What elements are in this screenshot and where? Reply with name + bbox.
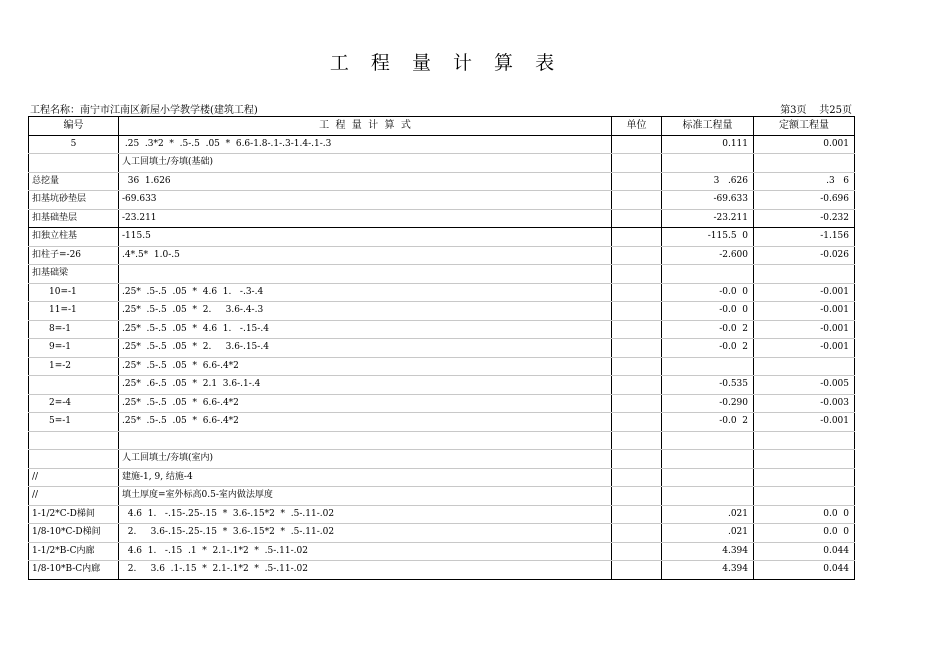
row-id: 2=-4	[29, 394, 119, 413]
row-std-quantity: 0.111	[662, 135, 754, 154]
table-row	[29, 450, 855, 469]
row-formula: 人工回填土/夯填(室内)	[119, 450, 612, 469]
row-id: 11=-1	[29, 302, 119, 321]
row-id	[29, 154, 119, 173]
row-formula: 2. 3.6-.15-.25-.15 * 3.6-.15*2 * .5-.11-.02	[119, 524, 612, 543]
row-std-quantity: -0.0 0	[662, 283, 754, 302]
header-std-quantity: 标准工程量	[662, 117, 754, 136]
row-quota-quantity: -0.005	[754, 376, 855, 395]
row-formula: 填土厚度=室外标高0.5-室内做法厚度	[119, 487, 612, 506]
row-std-quantity: -0.0 0	[662, 302, 754, 321]
row-std-quantity	[662, 357, 754, 376]
table-row	[29, 487, 855, 506]
row-unit	[612, 487, 662, 506]
row-unit	[612, 450, 662, 469]
row-quota-quantity: -0.001	[754, 339, 855, 358]
row-quota-quantity: -0.696	[754, 191, 855, 210]
row-unit	[612, 191, 662, 210]
row-id: 扣基础梁	[29, 265, 119, 284]
row-formula: 4.6 1. -.15-.25-.15 * 3.6-.15*2 * .5-.11-.02	[119, 505, 612, 524]
row-std-quantity: -0.290	[662, 394, 754, 413]
row-unit	[612, 265, 662, 284]
table-row	[29, 320, 855, 339]
row-quota-quantity: -0.026	[754, 246, 855, 265]
row-std-quantity: -0.535	[662, 376, 754, 395]
table-row	[29, 357, 855, 376]
row-std-quantity: -23.211	[662, 209, 754, 228]
row-unit	[612, 246, 662, 265]
row-std-quantity: 4.394	[662, 542, 754, 561]
row-formula: .25* .5-.5 .05 * 4.6 1. -.15-.4	[119, 320, 612, 339]
row-id: //	[29, 487, 119, 506]
row-unit	[612, 320, 662, 339]
table-row	[29, 209, 855, 228]
row-unit	[612, 413, 662, 432]
row-unit	[612, 302, 662, 321]
row-formula: 人工回填土/夯填(基础)	[119, 154, 612, 173]
row-unit	[612, 431, 662, 450]
table-row	[29, 154, 855, 173]
row-formula: .25 .3*2 * .5-.5 .05 * 6.6-1.8-.1-.3-1.4-.1-.3	[119, 135, 612, 154]
row-quota-quantity: 0.044	[754, 542, 855, 561]
row-std-quantity: -115.5 0	[662, 228, 754, 247]
row-id	[29, 376, 119, 395]
row-quota-quantity	[754, 265, 855, 284]
table-row	[29, 542, 855, 561]
row-quota-quantity	[754, 154, 855, 173]
row-id: 10=-1	[29, 283, 119, 302]
row-std-quantity	[662, 154, 754, 173]
table-row	[29, 172, 855, 191]
row-formula: .25* .5-.5 .05 * 6.6-.4*2	[119, 357, 612, 376]
row-formula: .25* .6-.5 .05 * 2.1 3.6-.1-.4	[119, 376, 612, 395]
row-unit	[612, 505, 662, 524]
row-quota-quantity: -0.003	[754, 394, 855, 413]
project-name: 工程名称：南宁市江南区新屋小学教学楼(建筑工程)	[30, 105, 258, 116]
row-id: 1/8-10*C-D梯间	[29, 524, 119, 543]
row-std-quantity: -69.633	[662, 191, 754, 210]
row-unit	[612, 154, 662, 173]
row-formula: .25* .5-.5 .05 * 2. 3.6-.4-.3	[119, 302, 612, 321]
row-quota-quantity: 0.0 0	[754, 505, 855, 524]
row-std-quantity: -0.0 2	[662, 413, 754, 432]
table-row	[29, 246, 855, 265]
row-quota-quantity: -0.001	[754, 320, 855, 339]
row-unit	[612, 394, 662, 413]
row-id: 总挖量	[29, 172, 119, 191]
table-row	[29, 394, 855, 413]
row-unit	[612, 542, 662, 561]
row-std-quantity	[662, 468, 754, 487]
table-row	[29, 283, 855, 302]
row-formula: .4*.5* 1.0-.5	[119, 246, 612, 265]
row-unit	[612, 172, 662, 191]
row-formula	[119, 431, 612, 450]
row-id: 5	[29, 135, 119, 154]
row-unit	[612, 524, 662, 543]
row-std-quantity: -2.600	[662, 246, 754, 265]
row-formula: .25* .5-.5 .05 * 4.6 1. -.3-.4	[119, 283, 612, 302]
row-quota-quantity	[754, 431, 855, 450]
row-formula: 36 1.626	[119, 172, 612, 191]
row-formula: 2. 3.6 .1-.15 * 2.1-.1*2 * .5-.11-.02	[119, 561, 612, 580]
table-row	[29, 413, 855, 432]
row-quota-quantity	[754, 450, 855, 469]
row-id: 扣基坑砂垫层	[29, 191, 119, 210]
row-quota-quantity	[754, 468, 855, 487]
row-unit	[612, 561, 662, 580]
row-quota-quantity: .3 6	[754, 172, 855, 191]
row-id: 1=-2	[29, 357, 119, 376]
row-unit	[612, 339, 662, 358]
header-quota-quantity: 定额工程量	[754, 117, 855, 136]
table-row	[29, 431, 855, 450]
header-unit: 单位	[612, 117, 662, 136]
table-header-row	[29, 117, 855, 136]
row-std-quantity: .021	[662, 524, 754, 543]
row-std-quantity	[662, 487, 754, 506]
row-id: 扣基础垫层	[29, 209, 119, 228]
row-id	[29, 450, 119, 469]
row-formula: .25* .5-.5 .05 * 6.6-.4*2	[119, 413, 612, 432]
row-unit	[612, 357, 662, 376]
row-quota-quantity: 0.001	[754, 135, 855, 154]
row-unit	[612, 376, 662, 395]
row-std-quantity: .021	[662, 505, 754, 524]
row-std-quantity: -0.0 2	[662, 320, 754, 339]
header-id: 编号	[29, 117, 119, 136]
row-unit	[612, 228, 662, 247]
row-formula	[119, 265, 612, 284]
row-id: 1-1/2*C-D梯间	[29, 505, 119, 524]
row-std-quantity	[662, 431, 754, 450]
page-title: 工 程 量 计 算 表	[329, 52, 563, 74]
row-formula: -115.5	[119, 228, 612, 247]
table-row	[29, 265, 855, 284]
header-meta	[30, 101, 854, 115]
row-quota-quantity	[754, 357, 855, 376]
row-id: 5=-1	[29, 413, 119, 432]
table-row	[29, 191, 855, 210]
row-unit	[612, 468, 662, 487]
row-id	[29, 431, 119, 450]
row-formula: .25* .5-.5 .05 * 6.6-.4*2	[119, 394, 612, 413]
row-formula: -23.211	[119, 209, 612, 228]
row-quota-quantity: -0.001	[754, 283, 855, 302]
table-row	[29, 561, 855, 580]
quantity-table	[28, 116, 855, 580]
row-quota-quantity: -0.001	[754, 302, 855, 321]
row-formula: .25* .5-.5 .05 * 2. 3.6-.15-.4	[119, 339, 612, 358]
row-formula: 建施-1, 9, 结施-4	[119, 468, 612, 487]
row-id: 8=-1	[29, 320, 119, 339]
row-std-quantity	[662, 450, 754, 469]
row-quota-quantity: 0.044	[754, 561, 855, 580]
row-id: 扣独立柱基	[29, 228, 119, 247]
row-std-quantity	[662, 265, 754, 284]
table-row	[29, 524, 855, 543]
row-quota-quantity: -0.232	[754, 209, 855, 228]
row-unit	[612, 209, 662, 228]
row-id: //	[29, 468, 119, 487]
table-body	[29, 135, 855, 579]
header-formula: 工 程 量 计 算 式	[119, 117, 612, 136]
table-row	[29, 339, 855, 358]
row-unit	[612, 135, 662, 154]
row-id: 1-1/2*B-C内廊	[29, 542, 119, 561]
row-std-quantity: 3 .626	[662, 172, 754, 191]
row-quota-quantity	[754, 487, 855, 506]
row-formula: 4.6 1. -.15 .1 * 2.1-.1*2 * .5-.11-.02	[119, 542, 612, 561]
table-row	[29, 228, 855, 247]
row-id: 1/8-10*B-C内廊	[29, 561, 119, 580]
row-quota-quantity: -1.156	[754, 228, 855, 247]
row-std-quantity: -0.0 2	[662, 339, 754, 358]
row-id: 9=-1	[29, 339, 119, 358]
table-row	[29, 505, 855, 524]
page-number: 第3页 共25页	[780, 105, 852, 116]
table-row	[29, 135, 855, 154]
row-quota-quantity: -0.001	[754, 413, 855, 432]
row-std-quantity: 4.394	[662, 561, 754, 580]
table-row	[29, 376, 855, 395]
row-formula: -69.633	[119, 191, 612, 210]
table-row	[29, 468, 855, 487]
row-unit	[612, 283, 662, 302]
table-row	[29, 302, 855, 321]
row-quota-quantity: 0.0 0	[754, 524, 855, 543]
row-id: 扣柱子=-26	[29, 246, 119, 265]
